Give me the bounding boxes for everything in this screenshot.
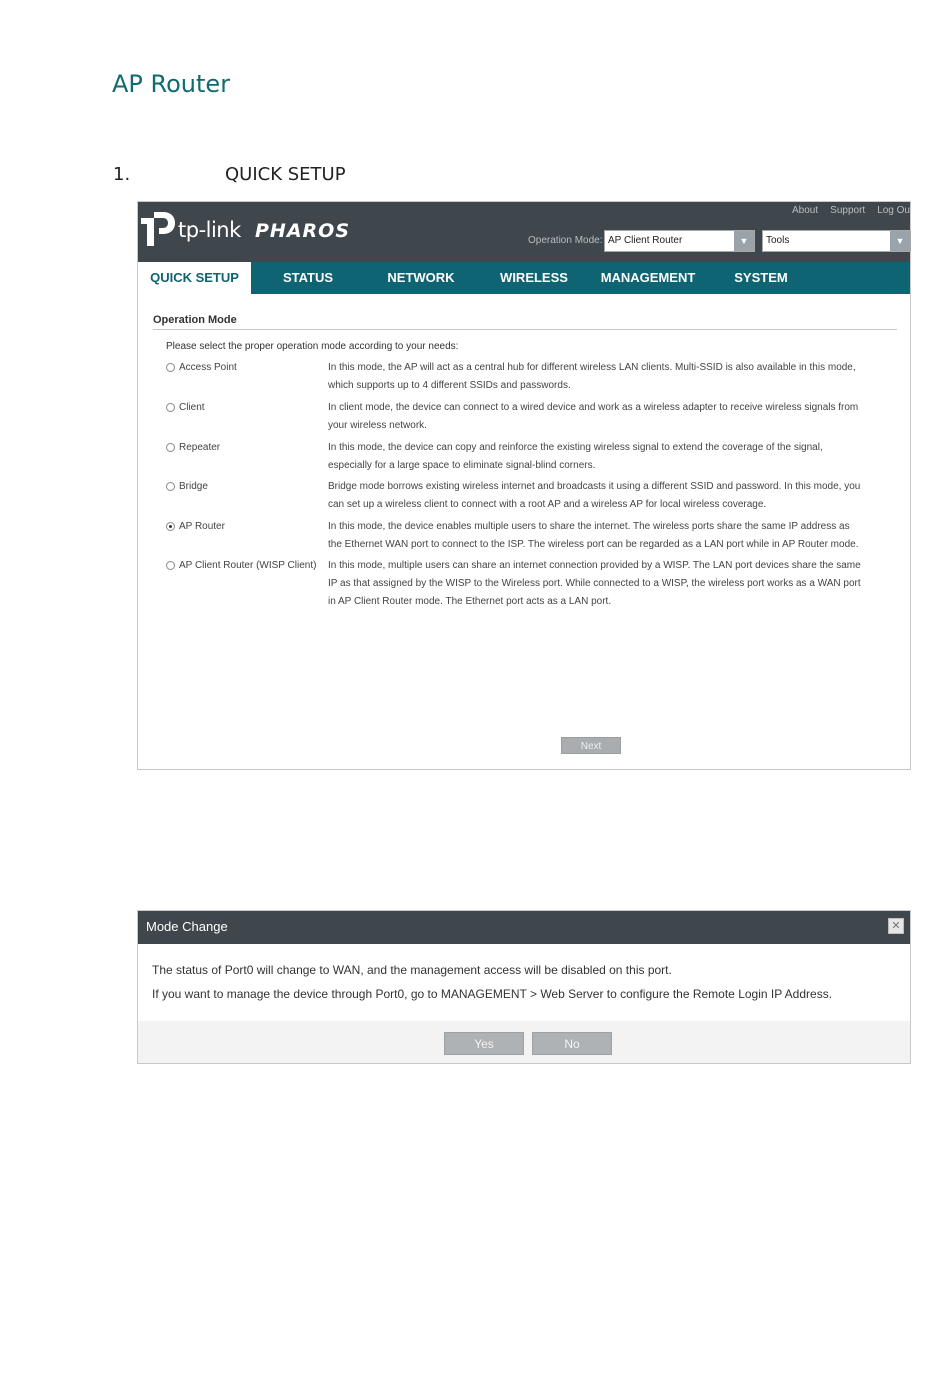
dialog-footer bbox=[138, 1021, 910, 1063]
brand-logo-text: tp-link bbox=[178, 218, 241, 242]
option-label: AP Client Router (WISP Client) bbox=[179, 560, 317, 571]
next-button[interactable]: Next bbox=[561, 737, 621, 754]
section-divider bbox=[153, 329, 897, 330]
dialog-message-line-2: If you want to manage the device through Port0, go to MANAGEMENT > Web Server to configure the Remote Login IP Address. bbox=[152, 987, 833, 1001]
operation-mode-value: AP Client Router bbox=[608, 235, 683, 246]
step-number: 1. bbox=[113, 164, 131, 185]
option-label: Bridge bbox=[179, 481, 208, 492]
option-label: AP Router bbox=[179, 521, 225, 532]
chevron-down-icon: ▼ bbox=[890, 231, 910, 251]
top-links bbox=[780, 205, 910, 216]
radio-button[interactable] bbox=[166, 482, 175, 491]
tab-status[interactable]: STATUS bbox=[282, 270, 334, 285]
operation-mode-select[interactable] bbox=[604, 230, 755, 252]
logout-link[interactable]: Log Ou bbox=[877, 205, 910, 216]
quick-setup-screenshot bbox=[137, 201, 911, 770]
step-label: QUICK SETUP bbox=[225, 164, 346, 185]
option-bridge[interactable] bbox=[166, 481, 208, 492]
tools-select[interactable] bbox=[762, 230, 911, 252]
close-icon[interactable]: ✕ bbox=[888, 918, 904, 934]
option-description: In this mode, the device can copy and reinforce the existing wireless signal to extend the coverage of the signal, especially for a large space to eliminate signal-blind corners. bbox=[328, 442, 823, 471]
option-ap-client-router[interactable] bbox=[166, 560, 316, 571]
radio-button[interactable] bbox=[166, 561, 175, 570]
about-link[interactable]: About bbox=[792, 205, 819, 216]
option-description: In client mode, the device can connect to a wired device and work as a wireless adapter to receive wireless signals from your wireless network. bbox=[328, 402, 859, 431]
option-description: In this mode, the device enables multiple users to share the internet. The wireless ports share the same IP address as the Ethernet WAN port to connect to the ISP. The wireless port can be regarded as a LAN port while in AP Router mode. bbox=[328, 521, 859, 550]
main-nav bbox=[138, 262, 910, 294]
option-ap-router[interactable] bbox=[166, 521, 225, 532]
tools-value: Tools bbox=[766, 235, 790, 246]
chevron-down-icon: ▼ bbox=[734, 231, 754, 251]
operation-mode-label: Operation Mode: bbox=[528, 235, 603, 246]
app-header bbox=[138, 202, 910, 262]
radio-button[interactable] bbox=[166, 363, 175, 372]
dialog-title: Mode Change bbox=[146, 919, 228, 934]
no-button[interactable]: No bbox=[532, 1032, 612, 1055]
option-access-point[interactable] bbox=[166, 362, 237, 373]
product-name: PHAROS bbox=[255, 220, 350, 242]
option-client[interactable] bbox=[166, 402, 205, 413]
tp-link-logo-icon bbox=[141, 210, 177, 248]
section-title: Operation Mode bbox=[153, 314, 237, 326]
tab-system[interactable]: SYSTEM bbox=[734, 270, 788, 285]
option-label: Client bbox=[179, 402, 205, 413]
tab-wireless[interactable]: WIRELESS bbox=[500, 270, 568, 285]
option-description: Bridge mode borrows existing wireless internet and broadcasts it using a different SSID and password. In this mode, you can set up a wireless client to connect with a root AP and a wireless AP for local wireless coverage. bbox=[328, 481, 861, 510]
option-label: Repeater bbox=[179, 442, 221, 453]
tab-network[interactable]: NETWORK bbox=[387, 270, 455, 285]
option-description: In this mode, multiple users can share an internet connection provided by a WISP. The LAN port devices share the same IP as that assigned by the WISP to the Wireless port. While connected to a WISP, the wireless port works as a WAN port in AP Client Router mode. The Ethernet port acts as a LAN port. bbox=[328, 560, 861, 607]
mode-change-dialog bbox=[137, 910, 911, 1064]
dialog-header bbox=[138, 911, 910, 944]
radio-button[interactable] bbox=[166, 443, 175, 452]
tab-quick-setup[interactable]: QUICK SETUP bbox=[138, 262, 251, 294]
radio-button-selected[interactable] bbox=[166, 522, 175, 531]
document-heading: AP Router bbox=[112, 70, 231, 98]
tab-management[interactable]: MANAGEMENT bbox=[600, 270, 696, 285]
yes-button[interactable]: Yes bbox=[444, 1032, 524, 1055]
option-description: In this mode, the AP will act as a central hub for different wireless LAN clients. Multi-SSID is also available in this mode, which supports up to 4 different SSIDs and passwords. bbox=[328, 362, 856, 391]
option-repeater[interactable] bbox=[166, 442, 220, 453]
option-label: Access Point bbox=[179, 362, 237, 373]
intro-text: Please select the proper operation mode according to your needs: bbox=[166, 341, 459, 352]
dialog-message-line-1: The status of Port0 will change to WAN, and the management access will be disabled on this port. bbox=[152, 963, 672, 977]
radio-button[interactable] bbox=[166, 403, 175, 412]
support-link[interactable]: Support bbox=[830, 205, 866, 216]
